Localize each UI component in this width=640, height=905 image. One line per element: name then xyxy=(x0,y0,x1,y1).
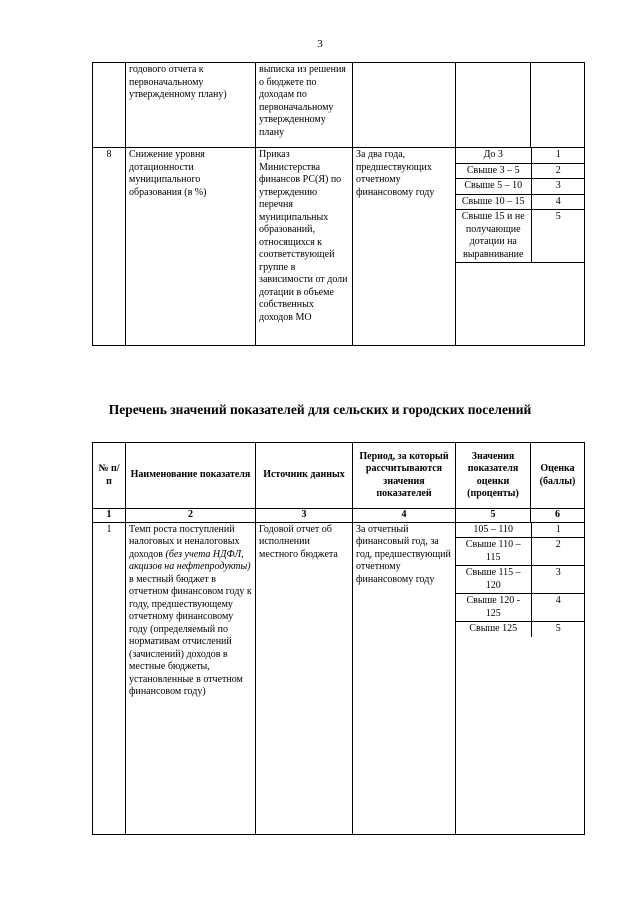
indicator-name xyxy=(126,522,256,834)
scale-cell xyxy=(456,522,585,834)
row-number: 8 xyxy=(93,148,126,346)
row-number xyxy=(93,63,126,148)
table-row xyxy=(93,522,585,834)
scale-score: 2 xyxy=(531,538,585,566)
indicators-table-continued xyxy=(92,62,585,346)
scale-row xyxy=(456,210,585,263)
data-source: Приказ Министерства финансов РС(Я) по утверждению перечня муниципальных образований, относящихся к соответствующей группе в зависимости от доли дотации в объеме собственных доходов МО xyxy=(256,148,353,346)
scale-cell xyxy=(456,148,585,346)
scale-score: 2 xyxy=(531,163,585,179)
scale-row xyxy=(456,566,585,594)
scale-row xyxy=(456,622,585,637)
scale-value: Свыше 115 – 120 xyxy=(456,566,531,594)
data-source: Годовой отчет об исполнении местного бюджета xyxy=(256,522,353,834)
header-num: № п/п xyxy=(93,443,126,509)
scale-value: Свыше 3 – 5 xyxy=(456,163,531,179)
scale-value: Свыше 110 – 115 xyxy=(456,538,531,566)
scale-value: 105 – 110 xyxy=(456,523,531,538)
scale-row xyxy=(456,194,585,210)
scale-row xyxy=(456,538,585,566)
scale-score: 1 xyxy=(531,148,585,163)
scale-score: 3 xyxy=(531,566,585,594)
scale-row xyxy=(456,163,585,179)
score-scale xyxy=(456,523,585,637)
table-row xyxy=(93,63,585,148)
indicator-name-italic: (без учета НДФЛ, акцизов на нефтепродукты) xyxy=(129,548,251,572)
scale-value: Свыше 10 – 15 xyxy=(456,194,531,210)
scale-score: 5 xyxy=(531,210,585,263)
header-source: Источник данных xyxy=(256,443,353,509)
section-title: Перечень значений показателей для сельских и городских поселений xyxy=(108,402,532,417)
row-number: 1 xyxy=(93,522,126,834)
table-row xyxy=(93,148,585,346)
header-values: Значения показателя оценки (проценты) xyxy=(456,443,531,509)
col-number: 4 xyxy=(353,509,456,523)
data-source: выписка из решения о бюджете по доходам по первоначальному утвержденному плану xyxy=(256,63,353,148)
scale-value: Свыше 5 – 10 xyxy=(456,179,531,195)
scale-value: Свыше 15 и не получающие дотации на выравнивание xyxy=(456,210,531,263)
col-number: 5 xyxy=(456,509,531,523)
scale-row xyxy=(456,148,585,163)
col-number: 3 xyxy=(256,509,353,523)
score-scale xyxy=(456,148,585,263)
col-number: 2 xyxy=(126,509,256,523)
scale-row xyxy=(456,594,585,622)
scale-row xyxy=(456,523,585,538)
settlement-indicators-table xyxy=(92,442,585,835)
table-header-row xyxy=(93,443,585,509)
period: За два года, предшествующих отчетному финансовому году xyxy=(353,148,456,346)
header-period: Период, за который рассчитываются значения показателей xyxy=(353,443,456,509)
indicator-name-part1: Темп роста поступлений налоговых и неналоговых доходов xyxy=(129,523,240,560)
scale-score: 1 xyxy=(531,523,585,538)
scale-row xyxy=(456,179,585,195)
indicator-name: Снижение уровня дотационности муниципального образования (в %) xyxy=(126,148,256,346)
col-number: 1 xyxy=(93,509,126,523)
col-number: 6 xyxy=(531,509,585,523)
scale-value: До 3 xyxy=(456,148,531,163)
header-name: Наименование показателя xyxy=(126,443,256,509)
header-score: Оценка (баллы) xyxy=(531,443,585,509)
scale-score: 4 xyxy=(531,194,585,210)
scale-value: Свыше 120 - 125 xyxy=(456,594,531,622)
indicator-name-part2: в местный бюджет в отчетном финансовом году к году, предшествующему отчетному финансовому году (определяемый по нормативам отчислений (зачислений) доходов в местные бюджеты, установленные в отчетном финансовом году) xyxy=(129,573,252,697)
page-number: 3 xyxy=(317,38,323,50)
scale-score: 3 xyxy=(531,179,585,195)
column-numbers-row xyxy=(93,509,585,523)
period: За отчетный финансовый год, за год, предшествующий отчетному финансовому году xyxy=(353,522,456,834)
indicator-name: годового отчета к первоначальному утвержденному плану) xyxy=(126,63,256,148)
period xyxy=(353,63,456,148)
scale-score: 5 xyxy=(531,622,585,637)
scale-score: 4 xyxy=(531,594,585,622)
scale-value: Свыше 125 xyxy=(456,622,531,637)
